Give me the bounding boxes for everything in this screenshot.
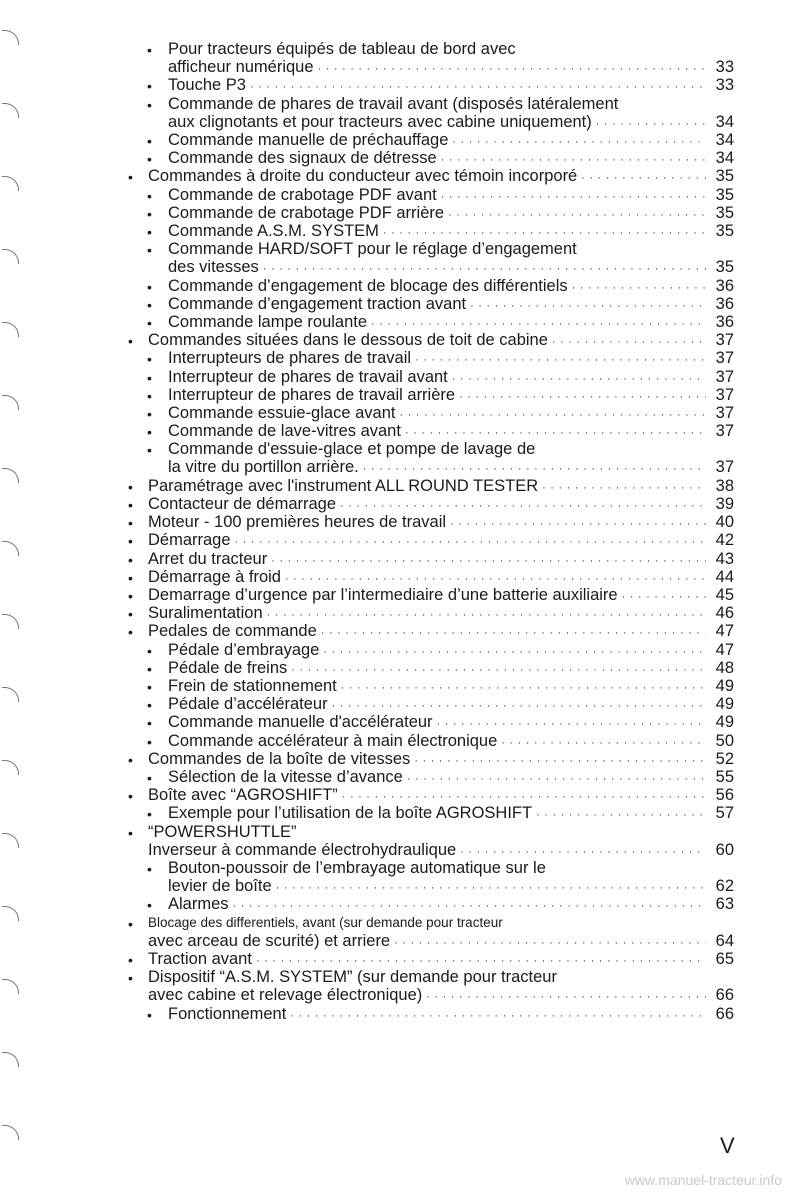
bullet: • [128,533,133,550]
bullet: • [147,78,152,95]
toc-entry-title: Interrupteur de phares de travail avant [168,367,448,386]
toc-entry [128,331,734,351]
toc-entry-title: aux clignotants et pour tracteurs avec cabine uniquement) [168,112,592,131]
toc-entry [147,713,734,733]
bullet: • [128,169,133,186]
bullet: • [147,351,152,368]
toc-entry [128,914,734,952]
bullet: • [128,824,133,841]
toc-entry [147,313,734,333]
bullet: • [147,660,152,677]
toc-page-number: 34 [715,149,734,168]
toc-entry-title: Commande d’engagement traction avant [168,294,467,313]
toc-entry-title: Pédale de freins [168,658,288,677]
toc-entry-title: Frein de stationnement [168,677,337,695]
toc-entry [147,203,734,224]
toc-entry-row [168,222,734,242]
toc-page-number: 45 [715,586,734,604]
toc-entry-title: Moteur - 100 premières heures de travail [148,513,447,532]
toc-entry-title: Fonctionnement [168,1004,287,1023]
toc-page-number: 49 [715,677,734,695]
toc-entry-row [168,659,734,679]
toc-entry-title: Commande de crabotage PDF arrière [168,203,445,222]
dot-leader [318,60,706,78]
bullet: • [128,915,133,932]
toc-entry-row [148,495,734,515]
toc-entry [147,385,734,406]
toc-entry [147,859,734,897]
toc-page-number: 46 [715,604,734,623]
bullet: • [147,733,152,750]
toc-entry-title: Commande de crabotage PDF avant [168,185,437,204]
toc-entry [128,622,734,642]
toc-entry-row [148,622,734,642]
toc-entry-text: Blocage des differentiels, avant (sur demande pour tracteur [148,914,503,930]
toc-page-number: 49 [715,695,734,714]
toc-entry [147,222,734,242]
toc-page-number: 43 [715,549,734,568]
toc-entry-title: Démarrage [148,531,231,550]
toc-entry-text: Commande d'essuie-glace et pompe de lavage de [168,440,536,459]
toc-entry [147,422,734,442]
toc-entry-title: Pédale d’embrayage [168,640,320,659]
bullet: • [128,952,133,968]
toc-page-number: 36 [715,313,734,331]
toc-page-number: 47 [715,622,734,641]
toc-entry-row [168,732,734,752]
toc-entry-row [168,149,734,169]
footer-watermark-url: www.manuel-tracteur.info [624,1172,782,1188]
dot-leader [596,115,706,133]
toc-entry [147,440,734,478]
toc-entry-title: Boîte avec “AGROSHIFT” [148,786,338,805]
toc-entry-row [168,349,734,369]
toc-entry-title: Alarmes [168,895,229,914]
toc-entry-title: la vitre du portillon arrière. [168,458,359,477]
toc-entry-title: Sélection de la vitesse d’avance [168,768,403,786]
page-number: V [720,1133,735,1158]
toc-entry-row [148,167,734,187]
toc-entry [147,131,734,151]
bullet: • [147,406,152,422]
toc-entry-title: avec arceau de scurité) et arriere [148,931,391,950]
toc-page-number: 38 [715,476,734,495]
toc-entry [128,495,734,515]
toc-entry-text: Pour tracteurs équipés de tableau de bord avec [168,40,516,58]
toc-entry [147,349,734,369]
toc-entry-row [168,295,734,315]
toc-page-number: 57 [715,804,734,823]
toc-entry-row [148,786,734,806]
dot-leader [276,879,706,897]
toc-entry-row [168,695,734,715]
toc-entry-title: Demarrage d’urgence par l’intermediaire d’une batterie auxiliaire [148,586,618,604]
toc-page-number: 36 [715,276,734,295]
toc-page-number: 66 [715,1004,734,1023]
bullet: • [128,515,133,532]
toc-entry-title: Pedales de commande [148,622,317,641]
dot-leader [290,1007,706,1025]
toc-entry-title: Commande accélérateur à main électronique [168,731,498,750]
toc-page-number: 52 [715,749,734,768]
toc-page-number: 35 [715,258,734,277]
bullet: • [147,133,152,149]
toc-page-number: 63 [715,895,734,914]
toc-page-number: 34 [715,112,734,131]
toc-page-number: 42 [715,531,734,550]
bullet: • [147,387,152,404]
toc-page-number: 48 [715,658,734,677]
toc-page-number: 50 [715,731,734,750]
bullet: • [128,970,133,987]
bullet: • [128,624,133,641]
toc-entry-title: Traction avant [148,950,252,968]
toc-entry-text: Commande HARD/SOFT pour le réglage d’engagement [168,240,577,259]
toc-entry [128,968,734,1006]
toc-page-number: 44 [715,567,734,586]
bullet: • [147,96,152,113]
bullet: • [128,606,133,623]
toc-page-number: 35 [715,222,734,240]
toc-entry-row [168,58,734,78]
toc-entry [147,367,734,388]
toc-page-number: 40 [715,513,734,532]
toc-entry-title: Commande essuie-glace avant [168,404,396,422]
toc-entry [147,240,734,278]
toc-page-number: 33 [715,76,734,95]
toc-entry-row [168,258,734,278]
toc-entry-title: Commande de lave-vitres avant [168,422,401,441]
bullet: • [147,242,152,259]
toc-entry [128,749,734,770]
toc-page-number: 34 [715,131,734,149]
toc-entry-title: levier de boîte [168,877,272,895]
toc-entry-row [168,313,734,333]
toc-entry [147,294,734,315]
bullet: • [147,697,152,714]
bullet: • [147,224,152,240]
bullet: • [128,569,133,586]
toc-entry [128,822,734,861]
bullet: • [147,278,152,295]
bullet: • [147,770,152,786]
toc-page-number: 37 [715,349,734,368]
toc-entry [128,950,734,970]
toc-entry-title: Exemple pour l’utilisation de la boîte AGROSHIFT [168,804,533,823]
toc-entry-row [148,531,734,551]
toc-entry-row [148,950,734,970]
toc-page-number: 49 [715,713,734,732]
bullet: • [128,788,133,805]
toc-entry [147,404,734,424]
bullet: • [147,1006,152,1023]
toc-entry-row [148,477,734,497]
toc-entry-row [148,932,734,952]
toc-entry [147,695,734,715]
toc-page-number: 33 [715,58,734,76]
toc-entry-title: Commande des signaux de détresse [168,149,437,168]
toc-entry [147,804,734,824]
bullet: • [147,296,152,313]
toc-entry [147,149,734,169]
toc-entry-row [168,368,734,388]
toc-entry [128,167,734,187]
toc-entry [128,531,734,551]
toc-entry-row [168,186,734,206]
toc-entry-row [168,677,734,697]
toc-page-number: 35 [715,167,734,186]
toc-page-number: 65 [715,950,734,968]
toc-entry [128,513,734,533]
dot-leader [263,260,706,278]
toc-entry-row [148,604,734,624]
toc-entry-title: Interrupteurs de phares de travail [168,349,412,368]
toc-entry [147,76,734,96]
toc-page-number: 37 [715,458,734,477]
bullet: • [128,333,133,350]
toc-page-number: 37 [715,404,734,422]
toc-entry-row [168,76,734,96]
bullet: • [147,861,152,877]
toc-page-number: 60 [715,840,734,859]
toc-page-number: 37 [715,367,734,386]
toc-entry-row [168,404,734,424]
toc-entry-row [168,713,734,733]
toc-entry [147,185,734,206]
toc-entry-title: Commande manuelle de préchauffage [168,131,449,149]
dot-leader [363,460,706,478]
toc-entry-title: Démarrage à froid [148,567,281,586]
bullet: • [128,551,133,568]
toc-entry-row [148,513,734,533]
toc-entry-title: Touche P3 [168,76,246,95]
bullet: • [147,715,152,732]
toc-page-number: 35 [715,185,734,204]
bullet: • [147,897,152,914]
toc-entry-row [168,804,734,824]
toc-entry [128,476,734,497]
toc-entry-text: Dispositif “A.S.M. SYSTEM” (sur demande pour tracteur [148,968,557,987]
toc-entry-title: Arret du tracteur [148,549,268,568]
toc-entry [128,549,734,570]
bullet: • [147,679,152,695]
toc-entry-row [148,986,734,1006]
toc-entry [147,1004,734,1025]
toc-entry-title: Commandes à droite du conducteur avec témoin incorporé [148,167,578,186]
toc-entry [128,567,734,588]
bullet: • [147,806,152,823]
bullet: • [147,187,152,204]
toc-entry-title: Inverseur à commande électrohydraulique [148,840,457,859]
toc-entry [147,677,734,697]
toc-entry-row [168,458,734,478]
toc-entry [147,40,734,78]
toc-entry-title: avec cabine et relevage électronique) [148,986,423,1005]
toc-entry-title: Paramétrage avec l'instrument ALL ROUND TESTER [148,476,539,495]
toc-entry [147,658,734,679]
toc-page-number: 66 [715,986,734,1005]
bullet: • [147,642,152,659]
toc-entry-row [168,422,734,442]
toc-entry [147,731,734,752]
toc-entry-title: Commande lampe roulante [168,313,368,331]
toc-entry-row [168,113,734,133]
toc-entry-row [168,641,734,661]
toc-entry [147,640,734,661]
toc-entry-text: Commande de phares de travail avant (disposés latéralement [168,94,619,113]
toc-page-number: 56 [715,786,734,805]
toc-entry-text: “POWERSHUTTLE” [148,822,297,841]
toc-entry [147,94,734,133]
bullet: • [147,315,152,331]
toc-page-number: 47 [715,640,734,659]
bullet: • [147,205,152,222]
bullet: • [147,151,152,168]
toc-page-number: 37 [715,385,734,404]
toc-entry-row [168,131,734,151]
bullet: • [147,424,152,441]
toc-entry-text: Bouton-poussoir de l’embrayage automatique sur le [168,859,546,877]
dot-leader [460,843,706,861]
toc-entry-title: Suralimentation [148,604,263,623]
toc-entry-row [148,586,734,606]
bullet: • [128,588,133,604]
toc-entry-row [148,568,734,588]
toc-entry-row [148,841,734,861]
toc-entry [147,276,734,297]
bullet: • [128,478,133,495]
bullet: • [128,497,133,513]
toc-entry-row [168,277,734,297]
toc-entry-row [168,204,734,224]
toc-entry [128,586,734,606]
toc-entry-title: des vitesses [168,258,259,277]
toc-entry-title: Commandes de la boîte de vitesses [148,749,411,768]
toc-entry-title: Commande manuelle d'accélérateur [168,713,433,732]
toc-entry-title: Commandes situées dans le dessous de toit de cabine [148,331,548,350]
toc-page-number: 39 [715,495,734,513]
toc-entry-title: Interrupteur de phares de travail arrière [168,385,456,404]
toc-entry-title: Pédale d’accélérateur [168,695,328,714]
toc-entry [147,768,734,788]
toc-entry-row [168,895,734,915]
toc-entry-row [168,1005,734,1025]
toc-entry-row [168,386,734,406]
toc-entry-title: Commande A.S.M. SYSTEM [168,222,379,240]
toc-page-number: 36 [715,294,734,313]
toc-entry-title: Commande d’engagement de blocage des différentiels [168,276,568,295]
toc-entry-row [148,550,734,570]
toc-entry-row [148,331,734,351]
bullet: • [147,369,152,386]
toc-page-number: 37 [715,331,734,350]
dot-leader [394,934,706,952]
toc-entry [147,895,734,915]
toc-page-number: 64 [715,931,734,950]
toc-entry-row [148,750,734,770]
toc-entry-row [168,877,734,897]
toc-page-number: 62 [715,877,734,895]
toc-entry [128,786,734,806]
bullet: • [128,751,133,768]
toc-entry-title: Contacteur de démarrage [148,495,337,513]
toc-page-number: 35 [715,203,734,222]
toc-entry [128,604,734,624]
bullet: • [147,42,152,58]
toc-entry-row [168,768,734,788]
dot-leader [426,988,706,1006]
bullet: • [147,442,152,459]
toc-page-number: 55 [715,768,734,786]
toc-page-number: 37 [715,422,734,441]
toc-entry-title: afficheur numérique [168,58,314,76]
